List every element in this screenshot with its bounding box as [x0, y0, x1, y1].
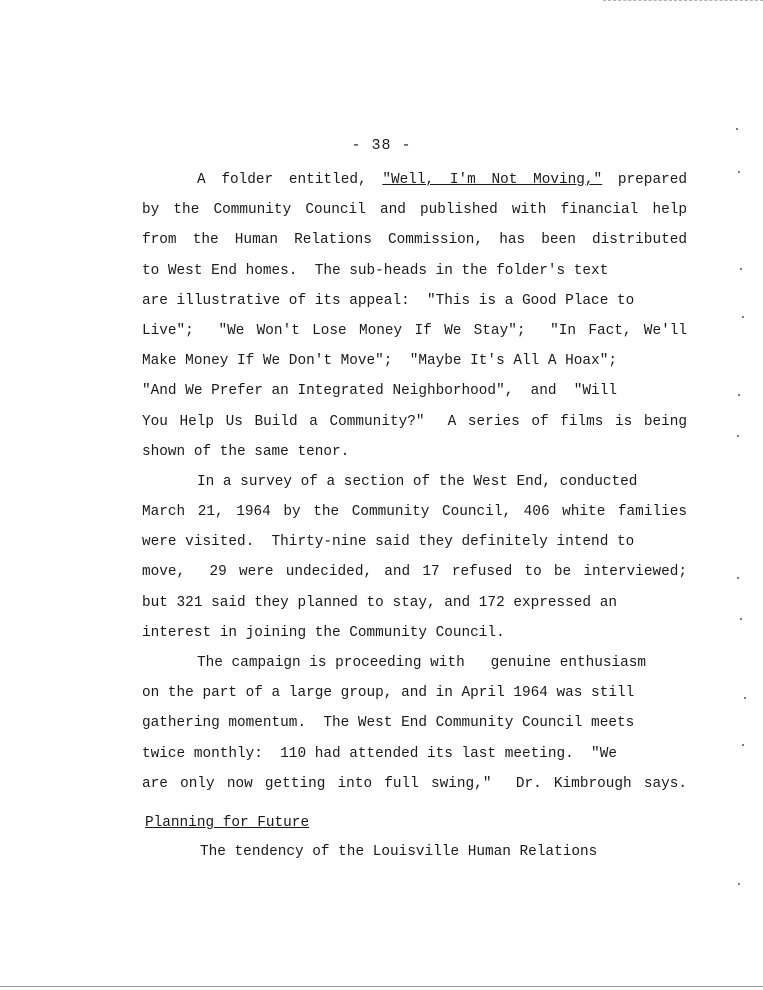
scan-speck [737, 435, 739, 437]
text-line: The campaign is proceeding with genuine enthusiasm [197, 655, 647, 671]
text-line: on the part of a large group, and in April 1964 was still [142, 685, 635, 702]
page-number: - 38 - [351, 137, 412, 154]
text-line: but 321 said they planned to stay, and 172 expressed an [142, 594, 617, 611]
text-line: March 21, 1964 by the Community Council, 406 white families [142, 504, 687, 521]
text-line: to West End homes. The sub-heads in the folder's text [142, 262, 609, 279]
scan-speck [740, 618, 742, 620]
body-text [142, 165, 687, 799]
text-line: A folder entitled, "Well, I'm Not Moving," prepared [197, 172, 687, 188]
page-edge-marks [603, 0, 763, 3]
folder-title: "Well, I'm Not Moving," [382, 172, 603, 188]
text-line: gathering momentum. The West End Community Council meets [142, 715, 635, 732]
text-line: interest in joining the Community Council. [142, 624, 505, 641]
text-line: "And We Prefer an Integrated Neighborhood", and "Will [142, 383, 617, 400]
text-line: were visited. Thirty-nine said they definitely intend to [142, 534, 635, 551]
scan-speck [738, 394, 740, 396]
text-line: move, 29 were undecided, and 17 refused to be interviewed; [142, 564, 687, 581]
scan-speck [742, 316, 744, 318]
text-line: Make Money If We Don't Move"; "Maybe It's All A Hoax"; [142, 353, 617, 370]
page-bottom-edge [0, 986, 763, 987]
scan-speck [737, 577, 739, 579]
scan-speck [740, 268, 742, 270]
text-line: In a survey of a section of the West End, conducted [197, 473, 638, 490]
text-line: twice monthly: 110 had attended its last meeting. "We [142, 745, 617, 762]
text-line: You Help Us Build a Community?" A series of films is being [142, 413, 687, 430]
text-line: shown of the same tenor. [142, 443, 350, 460]
scan-speck [738, 883, 740, 885]
scan-speck [736, 128, 738, 130]
scan-speck [738, 171, 740, 173]
text-line: from the Human Relations Commission, has been distributed [142, 232, 687, 249]
text-line: by the Community Council and published with financial help [142, 202, 687, 219]
text-line: are only now getting into full swing," Dr. Kimbrough says. [142, 775, 687, 792]
text-line: Live"; "We Won't Lose Money If We Stay"; "In Fact, We'll [142, 322, 687, 339]
scan-speck [744, 697, 746, 699]
text-line: The tendency of the Louisville Human Relations [200, 844, 598, 860]
section-heading: Planning for Future [145, 815, 310, 831]
scan-speck [742, 744, 744, 746]
text-line: are illustrative of its appeal: "This is a Good Place to [142, 292, 635, 309]
